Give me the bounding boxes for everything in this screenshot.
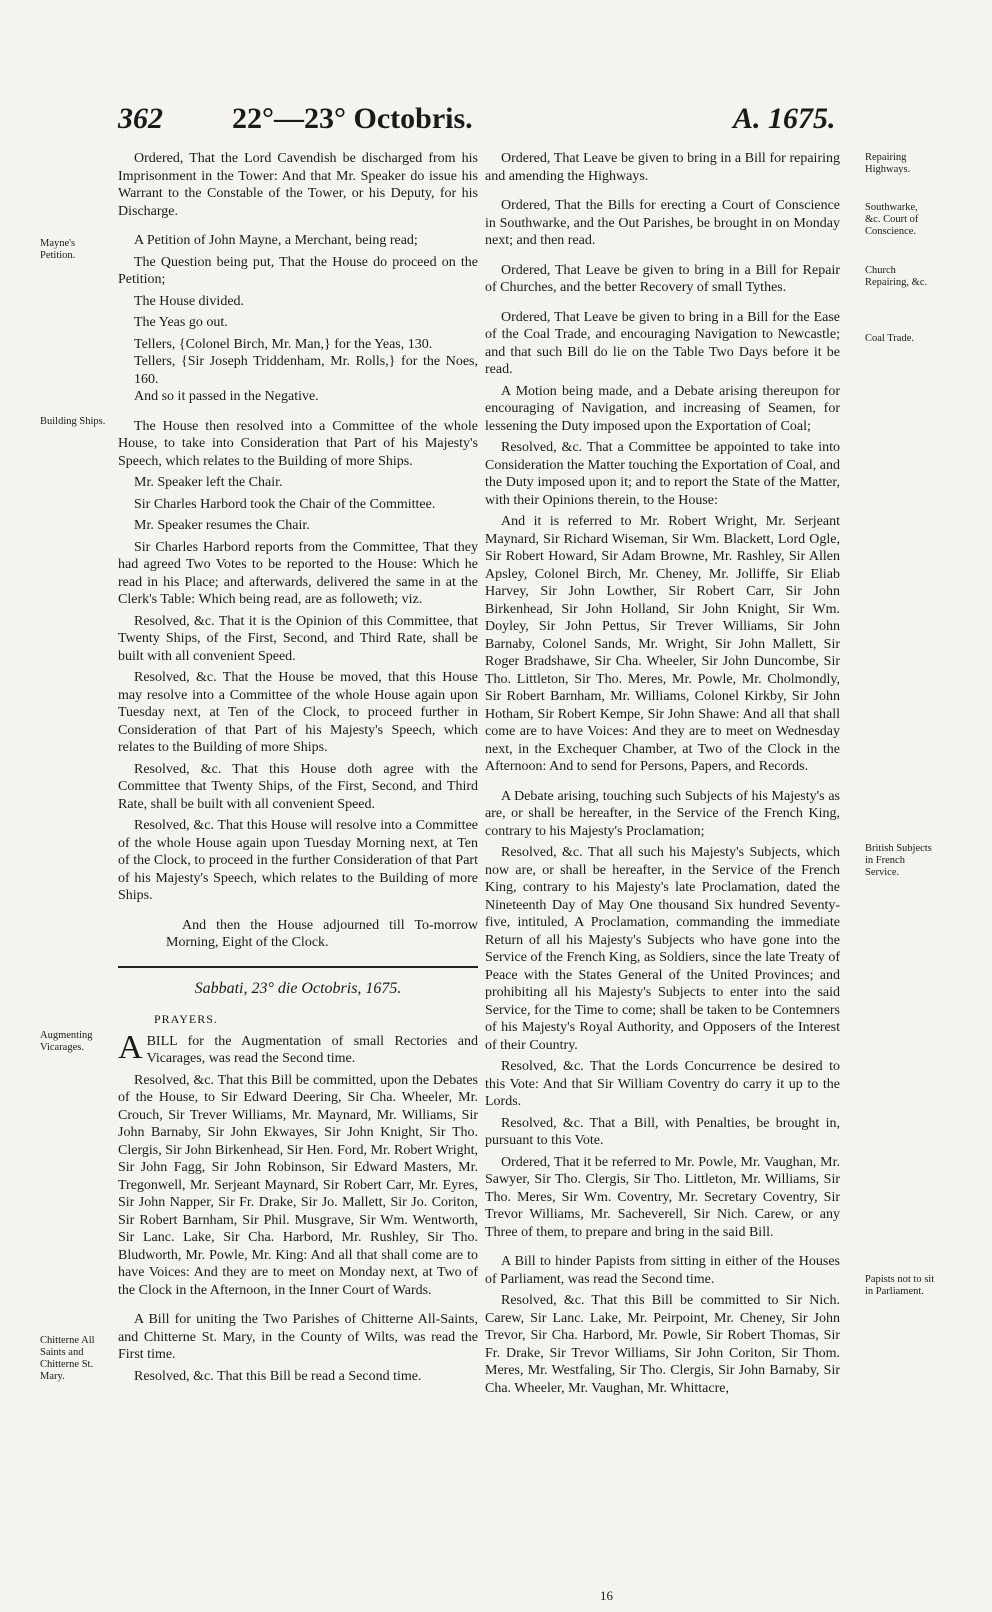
margin-note-building: Building Ships. [40, 416, 106, 427]
paragraph: A Bill for uniting the Two Parishes of Chitterne All-Saints, and Chitterne St. Mary, in the County of Wilts, was read the First time. [118, 1312, 478, 1362]
prayers-heading: PRAYERS. [154, 1012, 218, 1026]
paragraph: The House divided. [134, 293, 245, 309]
margin-note-southwarke: Southwarke, &c. Court of Conscience. [865, 202, 919, 237]
page-number: 362 [118, 102, 163, 135]
day-title: Sabbati, 23° die Octobris, 1675. [194, 979, 402, 997]
paragraph: A Petition of John Mayne, a Merchant, being read; [134, 233, 418, 248]
margin-note-chitterne: Chitterne All Saints and Chitterne St. Mary. [40, 1335, 95, 1382]
adjournment: And then the House adjourned till To-morrow Morning, Eight of the Clock. [166, 917, 478, 950]
paragraph: And so it passed in the Negative. [134, 389, 319, 404]
margin-note-church: Church Repairing, &c. [865, 265, 928, 288]
margin-note-british: British Subjects in French Service. [865, 843, 932, 878]
tellers-noes: Tellers, {Sir Joseph Triddenham, Mr. Rolls,} for the Noes, 160. [134, 354, 478, 387]
paragraph: Mr. Speaker resumes the Chair. [134, 518, 310, 533]
paragraph: Mr. Speaker left the Chair. [134, 475, 283, 490]
paragraph: Resolved, &c. That the House be moved, that this House may resolve into a Committee of the whole House again upon Tuesday next, at Ten of the Clock, to proceed further in Consideration of that Part of his Majesty's Speech, which relates to the Building of more Ships. [118, 670, 478, 755]
paragraph: Ordered, That the Lord Cavendish be discharged from his Imprisonment in the Tower: And that Mr. Speaker do issue his Warrant to the Constable of the Tower, or his Deputy, for his Discharge. [118, 151, 478, 219]
paragraph: Sir Charles Harbord took the Chair of the Committee. [134, 496, 436, 512]
paragraph: Resolved, &c. That this House doth agree with the Committee that Twenty Ships, of the First, Second, and Third Rate, shall be built with all convenient Speed. [118, 761, 478, 812]
paragraph: Ordered, That it be referred to Mr. Powle, Mr. Vaughan, Mr. Sawyer, Sir Tho. Clergis, Sir Tho. Littleton, Mr. Williams, Sir Tho. Meres, Sir Wm. Coventry, Mr. Secretary Coventry, Sir Trevor Williams, Mr. Sacheverell, Sir Nich. Carew, or any Three of them, to prepare and bring in the said Bill. [485, 1154, 840, 1240]
signature-mark: 16 [600, 1588, 613, 1603]
paragraph: Resolved, &c. That this Bill be read a Second time. [134, 1368, 422, 1384]
margin-note-mayne: Mayne's Petition. [40, 238, 76, 261]
paragraph: And it is referred to Mr. Robert Wright, Mr. Serjeant Maynard, Sir Richard Wiseman, Sir Wm. Blackett, Lord Ogle, Sir Robert Howard, Sir Adam Browne, Mr. Rashley, Sir Allen Apsley, Colonel Birch, Mr. Cheney, Mr. Jolliffe, Sir Eliab Harvey, Sir John Lowther, Sir Robert Carr, Sir John Birkenhead, Sir John Holland, Sir John Knight, Sir Wm. Doyley, Sir John Pettus, Sir Trever Williams, Sir John Barnaby, Colonel Sands, Mr. Wright, Sir John Mallett, Sir Roger Bradshawe, Sir Cha. Wheeler, Sir John Duncombe, Sir Tho. Littleton, Sir Tho. Meres, Mr. Powle, Mr. Cholmondly, Sir Robert Barnham, Mr. Williams, Colonel Kirkby, Sir John Hotham, Sir Robert Kempe, Sir John Shawe: And all that shall come are to have Voices: And they are to meet on Wednesday next, in the Exchequer Chamber, at Two of the Clock in the Afternoon: And to send for Persons, Papers, and Records. [485, 514, 840, 774]
paragraph: Resolved, &c. That this Bill be committed to Sir Nich. Carew, Sir Lanc. Lake, Mr. Peirpoint, Mr. Cheney, Sir John Trevor, Sir Cha. Harbord, Mr. Powle, Sir Robert Thomas, Sir Fr. Drake, Sir Trevor Williams, Sir John Coriton, Sir Thom. Meres, Mr. Westfaling, Sir Tho. Clergis, Sir John Barnaby, Sir Cha. Wheeler, Mr. Vaughan, Mr. Whittacre, [485, 1293, 840, 1396]
paragraph: Resolved, &c. That a Committee be appointed to take into Consideration the Matter touching the Exportation of Coal, and the Duty imposed upon it; and to report the State of the Matter, with their Opinions therein, to the House: [485, 440, 840, 508]
paragraph: Resolved, &c. That the Lords Concurrence be desired to this Vote: And that Sir William Coventry do carry it up to the Lords. [485, 1059, 840, 1109]
paragraph: Resolved, &c. That this Bill be committed, upon the Debates of the House, to Sir Edward Deering, Sir Cha. Wheeler, Mr. Crouch, Sir Trever Williams, Mr. Maynard, Mr. Williams, Sir John Barnaby, Sir John Ekwayes, Sir John Knight, Sir Tho. Clergis, Sir John Birkenhead, Sir Hen. Ford, Mr. Robert Wright, Sir John Fagg, Sir John Robinson, Sir Edward Masters, Mr. Tregonwell, Mr. Serjeant Maynard, Sir Robert Carr, Mr. Eyres, Sir John Napper, Sir Fr. Drake, Sir Jo. Mallett, Sir Jo. Coriton, Sir Robert Barnham, Sir Phil. Musgrave, Sir Wm. Wentworth, Sir Lanc. Lake, Sir Cha. Harbord, Mr. Rushley, Sir Tho. Bludworth, Mr. Powle, Mr. King: And all that shall come are to have Voices: And they are to meet on Monday next, at Two of the Clock in the Afternoon, in the Inner Court of Wards. [118, 1072, 478, 1298]
section-divider [118, 966, 478, 968]
header-date: 22°—23° Octobris. [232, 102, 473, 135]
left-column [118, 150, 478, 1389]
paragraph: Ordered, That Leave be given to bring in a Bill for the Ease of the Coal Trade, and encouraging Navigation to Newcastle; and that such Bill do lie on the Table Two Days before it be read. [485, 309, 840, 377]
paragraph: Resolved, &c. That it is the Opinion of this Committee, that Twenty Ships, of the First, Second, and Third Rate, shall be built with all convenient Speed. [118, 613, 478, 664]
paragraph: A Debate arising, touching such Subjects of his Majesty's as are, or shall be hereafter, in the Service of the French King, contrary to his Majesty's Proclamation; [485, 788, 840, 839]
paragraph: The Question being put, That the House do proceed on the Petition; [118, 254, 478, 287]
tellers-block [118, 336, 478, 389]
margin-note-highways: Repairing Highways. [865, 152, 911, 175]
paragraph: Ordered, That Leave be given to bring in a Bill for Repair of Churches, and the better Recovery of small Tythes. [485, 262, 840, 295]
page-header [0, 100, 992, 144]
margin-note-augmenting: Augmenting Vicarages. [40, 1030, 93, 1053]
paragraph: Ordered, That Leave be given to bring in a Bill for repairing and amending the Highways. [485, 151, 840, 184]
margin-note-papists: Papists not to sit in Parliament. [865, 1274, 935, 1297]
paragraph: The House then resolved into a Committee of the whole House, to take into Consideration that Part of his Majesty's Speech, which relates to the Building of more Ships. [118, 418, 478, 469]
paragraph: A Bill to hinder Papists from sitting in either of the Houses of Parliament, was read the Second time. [485, 1254, 840, 1287]
paragraph: A Motion being made, and a Debate arising thereupon for encouraging of Navigation, and increasing of Seamen, for lessening the Duty imposed upon the Exportation of Coal; [485, 383, 840, 434]
drop-cap: A [118, 1028, 143, 1066]
tellers-yeas: Tellers, {Colonel Birch, Mr. Man,} for the Yeas, 130. [134, 336, 433, 352]
paragraph: Resolved, &c. That this House will resolve into a Committee of the whole House again upon Tuesday Morning next, at Ten of the Clock, to proceed in the further Consideration of that Part of his Majesty's Speech, which relates to the Building of more Ships. [118, 818, 478, 903]
paragraph: Resolved, &c. That a Bill, with Penalties, be brought in, pursuant to this Vote. [485, 1115, 840, 1148]
header-year: A. 1675. [733, 102, 836, 135]
paragraph: The Yeas go out. [134, 315, 228, 330]
right-column [485, 150, 840, 1401]
paragraph: Sir Charles Harbord reports from the Committee, That they had agreed Two Votes to be reported to the House: Which he read in his Place; and afterwards, delivered the same in at the Clerk's Table: Which being read, are as followeth; viz. [118, 539, 478, 607]
paragraph: ABILL for the Augmentation of small Rectories and Vicarages, was read the Second time. [118, 1028, 478, 1066]
paragraph: Resolved, &c. That all such his Majesty's Subjects, which now are, or shall be hereafter, in the Service of the French King, contrary to his Majesty's late Proclamation, dated the Nineteenth Day of May One thousand Six hundred Seventy-five, intituled, A Proclamation, commanding the immediate Return of all his Majesty's Subjects who have gone into the Service of the French King, as Soldiers, since the late Treaty of Peace with the States General of the United Provinces; and prohibiting all his Majesty's Subjects to enter into the said Service, for the Time to come; shall be taken to be Contemners of his Majesty's Royal Authority, and Opposers of the Interest of their Country. [485, 845, 840, 1053]
margin-note-coal: Coal Trade. [865, 333, 915, 344]
paragraph: Ordered, That the Bills for erecting a Court of Conscience in Southwarke, and the Out Parishes, be brought in on Monday next; and then read. [485, 198, 840, 248]
